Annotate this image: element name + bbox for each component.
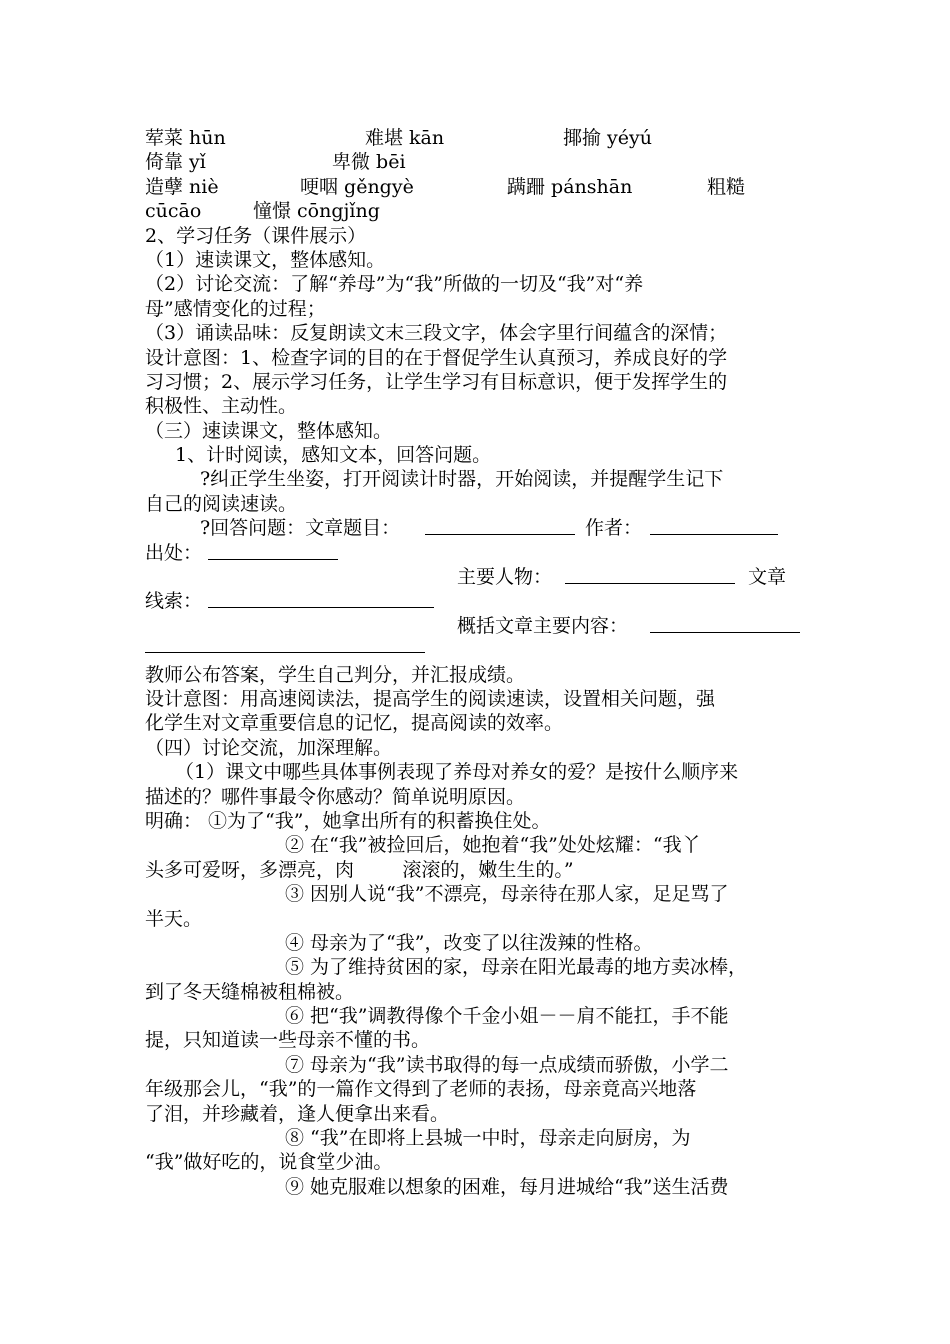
answer-questions-line — [145, 516, 810, 540]
lesson-plan-text — [145, 126, 810, 1199]
vocab-item: 倚靠 yǐ — [145, 151, 206, 174]
timed-reading: 1、计时阅读，感知文本，回答问题。 — [175, 444, 492, 467]
source-label: 出处： — [145, 541, 203, 564]
vocab-item: 难堪 kān — [365, 127, 445, 149]
summary-line — [145, 614, 810, 638]
vocab-item: cūcāo — [145, 200, 202, 223]
author-blank[interactable] — [650, 516, 778, 535]
point-5-cont: 到了冬天缝棉被租棉被。 — [145, 980, 355, 1003]
task-title: 2、学习任务（课件展示） — [145, 224, 367, 247]
publish-answer: 教师公布答案，学生自己判分，并汇报成绩。 — [145, 663, 526, 686]
point-6: ⑥ 把“我”调教得像个千金小姐－－肩不能扛，手不能 — [285, 1005, 729, 1028]
vocab-row-2 — [145, 150, 810, 174]
vocab-item: 揶揄 yéyú — [563, 127, 652, 149]
characters-line — [145, 565, 810, 589]
vocab-item: 造孽 niè — [145, 175, 219, 198]
point-2: ② 在“我”被捡回后，她抱着“我”处处炫耀：“我丫 — [285, 834, 701, 857]
design-intent-1-cont: 习习惯；2、展示学习任务，让学生学习有目标意识，便于发挥学生的 — [145, 370, 728, 393]
point-8-cont: “我”做好吃的，说食堂少油。 — [145, 1151, 393, 1174]
point-3-cont: 半天。 — [145, 907, 203, 930]
characters-label: 主要人物： — [457, 566, 553, 589]
source-line — [145, 541, 810, 565]
clue-line — [145, 589, 810, 613]
design-intent-2: 设计意图：用高速阅读法，提高学生的阅读速读，设置相关问题，强 — [145, 687, 716, 710]
point-8: ⑧ “我”在即将上县城一中时，母亲走向厨房，为 — [285, 1127, 691, 1150]
point-7-cont: 年级那会儿，“我”的一篇作文得到了老师的表扬，母亲竟高兴地落 — [145, 1078, 697, 1101]
task-item-2: （2）讨论交流：了解“养母”为“我”所做的一切及“我”对“养 — [145, 273, 644, 296]
summary-label: 概括文章主要内容： — [457, 614, 629, 637]
task-item-2-cont: 母”感情变化的过程； — [145, 297, 326, 320]
point-2-cont: 头多可爱呀，多漂亮，肉 滚滚的，嫩生生的。” — [145, 858, 574, 881]
point-6-cont: 提，只知道读一些母亲不懂的书。 — [145, 1029, 431, 1052]
vocab-item: 卑微 bēi — [332, 151, 406, 174]
clue-blank[interactable] — [208, 589, 434, 608]
design-intent-1-cont: 积极性、主动性。 — [145, 395, 298, 418]
vocab-item: 荤菜 hūn — [145, 127, 226, 149]
question-1: （1）课文中哪些具体事例表现了养母对养女的爱？是按什么顺序来 — [175, 761, 739, 784]
summary-blank-cont[interactable] — [145, 652, 425, 653]
title-blank[interactable] — [425, 516, 575, 535]
characters-blank[interactable] — [565, 565, 735, 584]
point-9: ⑨ 她克服难以想象的困难，每月进城给“我”送生活费 — [285, 1175, 729, 1198]
design-intent-2-cont: 化学生对文章重要信息的记忆，提高阅读的效率。 — [145, 712, 564, 735]
correct-posture: ?纠正学生坐姿，打开阅读计时器，开始阅读，并提醒学生记下 — [200, 468, 724, 491]
point-7: ⑦ 母亲为“我”读书取得的每一点成绩而骄傲，小学二 — [285, 1053, 729, 1076]
section-heading-4: （四）讨论交流，加深理解。 — [145, 736, 393, 759]
summary-blank-line — [145, 638, 810, 662]
point-7-cont: 了泪，并珍藏着，逢人便拿出来看。 — [145, 1102, 450, 1125]
vocab-item: 憧憬 cōngjǐng — [253, 200, 380, 223]
vocab-row-3 — [145, 175, 810, 199]
source-blank[interactable] — [208, 541, 338, 560]
section-heading-3: （三）速读课文，整体感知。 — [145, 419, 393, 442]
vocab-item: 粗糙 — [707, 175, 746, 198]
design-intent-1: 设计意图：1、检查字词的目的在于督促学生认真预习，养成良好的学 — [145, 346, 728, 369]
clarification: 明确： ①为了“我”，她拿出所有的积蓄换住处。 — [145, 809, 551, 832]
point-3: ③ 因别人说“我”不漂亮，母亲待在那人家，足足骂了 — [285, 883, 729, 906]
clue-label: 文章 — [748, 566, 787, 589]
question-1-cont: 描述的？哪件事最令你感动？简单说明原因。 — [145, 785, 526, 808]
vocab-item: 蹒跚 pánshān — [507, 175, 633, 198]
vocab-row-1 — [145, 126, 810, 150]
vocab-item: 哽咽 gěngyè — [300, 175, 414, 198]
answer-label: ?回答问题：文章题目： — [200, 517, 401, 540]
task-item-1: （1）速读课文，整体感知。 — [145, 248, 386, 271]
vocab-row-4 — [145, 199, 810, 223]
author-label: 作者： — [585, 517, 643, 540]
clue-label-cont: 线索： — [145, 590, 203, 613]
correct-posture-cont: 自己的阅读速读。 — [145, 492, 298, 515]
point-4: ④ 母亲为了“我”，改变了以往泼辣的性格。 — [285, 931, 653, 954]
task-item-3: （3）诵读品味：反复朗读文末三段文字，体会字里行间蕴含的深情； — [145, 322, 728, 345]
point-5: ⑤ 为了维持贫困的家，母亲在阳光最毒的地方卖冰棒， — [285, 956, 748, 979]
summary-blank[interactable] — [650, 614, 800, 633]
